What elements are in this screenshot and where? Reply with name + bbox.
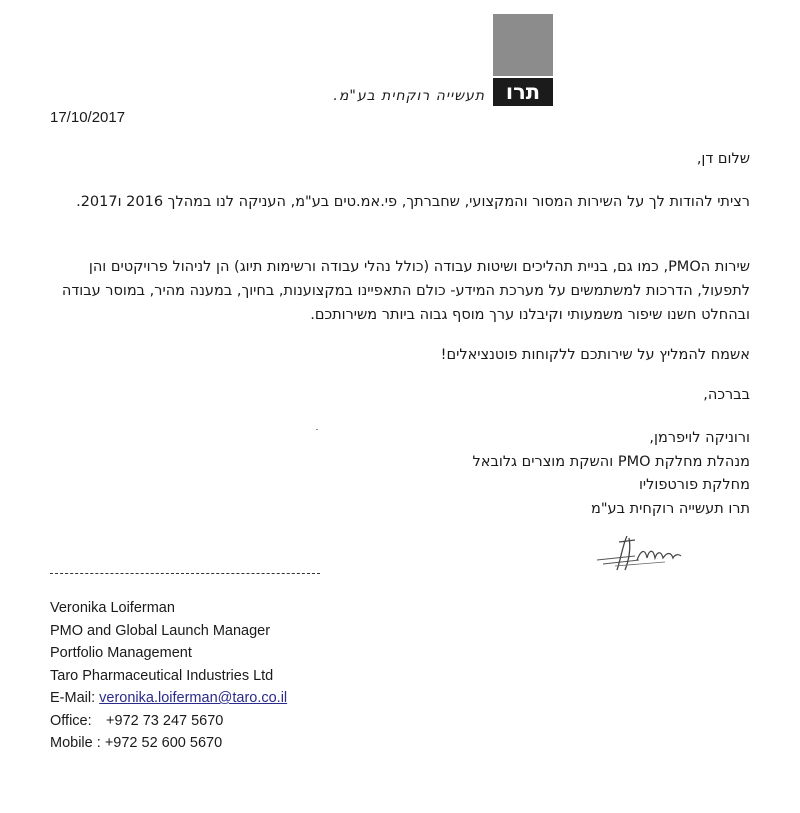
letter-date: 17/10/2017 [50, 109, 126, 126]
company-logo: תרו [493, 78, 553, 106]
email-link[interactable]: veronika.loiferman@taro.co.il [99, 690, 288, 706]
logo-square [493, 14, 553, 76]
office-phone: +972 73 247 5670 [106, 712, 224, 729]
company-tagline: תעשייה רוקחית בע"מ. [333, 88, 485, 104]
mobile-phone: +972 52 600 5670 [104, 735, 223, 751]
paragraph-service: שירות הPMO, כמו גם, בניית תהליכים ושיטות עבודה (כולל נהלי עבודה ורשימות תיוג) הן לניהול פרויקטים והן לתפעול, הדרכות למשתמשים על מערכת המידע- כולם התאפיינו במקצוענות, בחיוך, במענה מהיר, במוסר עבודה ובהחלט חשנו שיפור משמעותי וקיבלנו ערך מוסף גבוה ביותר משירותכם. [61, 259, 750, 323]
footer-office-row [50, 710, 287, 733]
paragraph-thanks: רציתי להודות לך על השירות המסור והמקצועי, שחברתך, פי.אמ.טים בע"מ, העניקה לנו במהלך 2016 ו2017. [76, 194, 750, 210]
scan-speck [316, 429, 318, 430]
closing: בברכה, [703, 387, 750, 403]
signature-block [50, 427, 750, 521]
handwritten-signature [595, 530, 685, 575]
signer-name: ורוניקה לויפרמן, [649, 430, 750, 446]
paragraph-recommend: אשמח להמליץ על שירותכם ללקוחות פוטנציאלים! [440, 347, 750, 363]
footer-email-row [50, 687, 287, 710]
english-footer [50, 597, 287, 755]
mobile-label: Mobile : [50, 735, 101, 751]
footer-name: Veronika Loiferman [50, 600, 175, 616]
signer-title: מנהלת מחלקת PMO והשקת מוצרים גלובאל [472, 453, 750, 470]
footer-title: PMO and Global Launch Manager [50, 622, 271, 639]
footer-mobile-row [50, 732, 287, 755]
signer-company: תרו תעשייה רוקחית בע"מ [591, 500, 750, 517]
footer-department: Portfolio Management [50, 645, 192, 661]
greeting: שלום דן, [696, 151, 750, 167]
footer-company: Taro Pharmaceutical Industries Ltd [50, 667, 274, 684]
signer-department: מחלקת פורטפוליו [638, 477, 750, 493]
office-label: Office: [50, 712, 92, 729]
footer-divider [50, 573, 320, 574]
email-label: E-Mail: [50, 690, 96, 706]
